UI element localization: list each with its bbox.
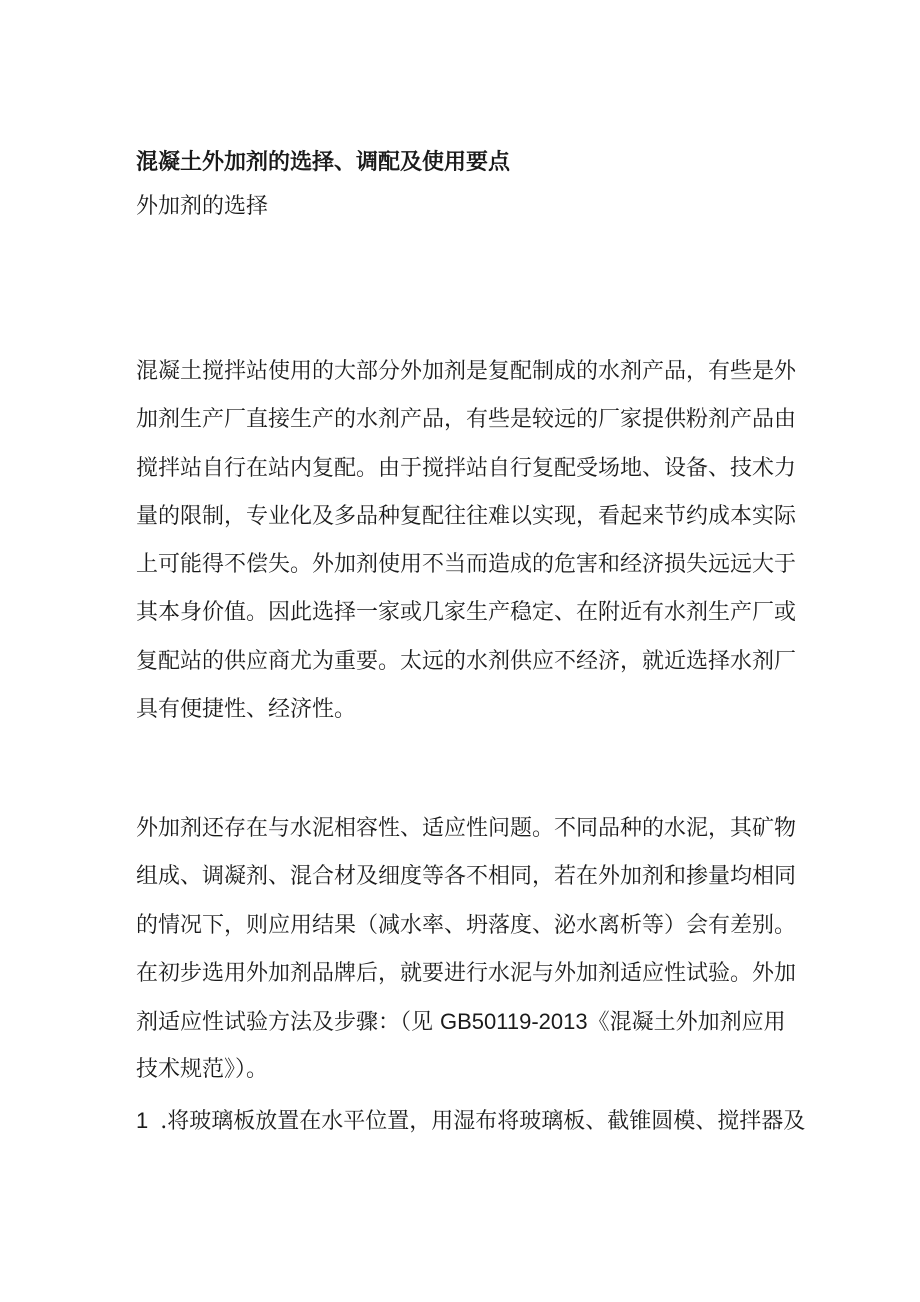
paragraph-line: 外加剂还存在与水泥相容性、适应性问题。不同品种的水泥，其矿物 <box>136 816 797 841</box>
paragraph-line: 技术规范》）。 <box>136 1057 269 1083</box>
paragraph-line: 混凝土搅拌站使用的大部分外加剂是复配制成的水剂产品，有些是外 <box>136 359 797 384</box>
step-item-1 <box>136 1105 805 1138</box>
paragraph-line: 上可能得不偿失。外加剂使用不当而造成的危害和经济损失远远大于 <box>136 552 797 578</box>
step-number: 1 <box>136 1108 149 1133</box>
section-heading: 外加剂的选择 <box>136 194 269 219</box>
paragraph-line: 具有便捷性、经济性。 <box>136 697 357 723</box>
paragraph-line: 加剂生产厂直接生产的水剂产品，有些是较远的厂家提供粉剂产品由 <box>136 407 797 433</box>
paragraph-line-tail: 《混凝土外加剂应用 <box>587 1010 786 1036</box>
document-title: 混凝土外加剂的选择、调配及使用要点 <box>136 149 511 175</box>
paragraph-line: 量的限制，专业化及多品种复配往往难以实现，看起来节约成本实际 <box>136 503 797 529</box>
paragraph-line-start: 剂适应性试验方法及步骤：（见 <box>136 1010 434 1036</box>
standard-reference: GB50119-2013 <box>440 1009 588 1035</box>
step-text: .将玻璃板放置在水平位置，用湿布将玻璃板、截锥圆模、搅拌器及 <box>160 1109 806 1134</box>
paragraph-2 <box>136 813 796 1103</box>
paragraph-line: 其本身价值。因此选择一家或几家生产稳定、在附近有水剂生产厂或 <box>136 600 797 626</box>
paragraph-line-with-reference <box>136 1006 796 1054</box>
paragraph-line: 复配站的供应商尤为重要。太远的水剂供应不经济，就近选择水剂厂 <box>136 648 797 674</box>
paragraph-line: 的情况下，则应用结果（减水率、坍落度、泌水离析等）会有差别。 <box>136 912 797 938</box>
paragraph-line: 在初步选用外加剂品牌后，就要进行水泥与外加剂适应性试验。外加 <box>136 960 797 986</box>
paragraph-line: 搅拌站自行在站内复配。由于搅拌站自行复配受场地、设备、技术力 <box>136 455 797 481</box>
paragraph-line: 组成、调凝剂、混合材及细度等各不相同，若在外加剂和掺量均相同 <box>136 864 797 890</box>
paragraph-1 <box>136 356 796 742</box>
